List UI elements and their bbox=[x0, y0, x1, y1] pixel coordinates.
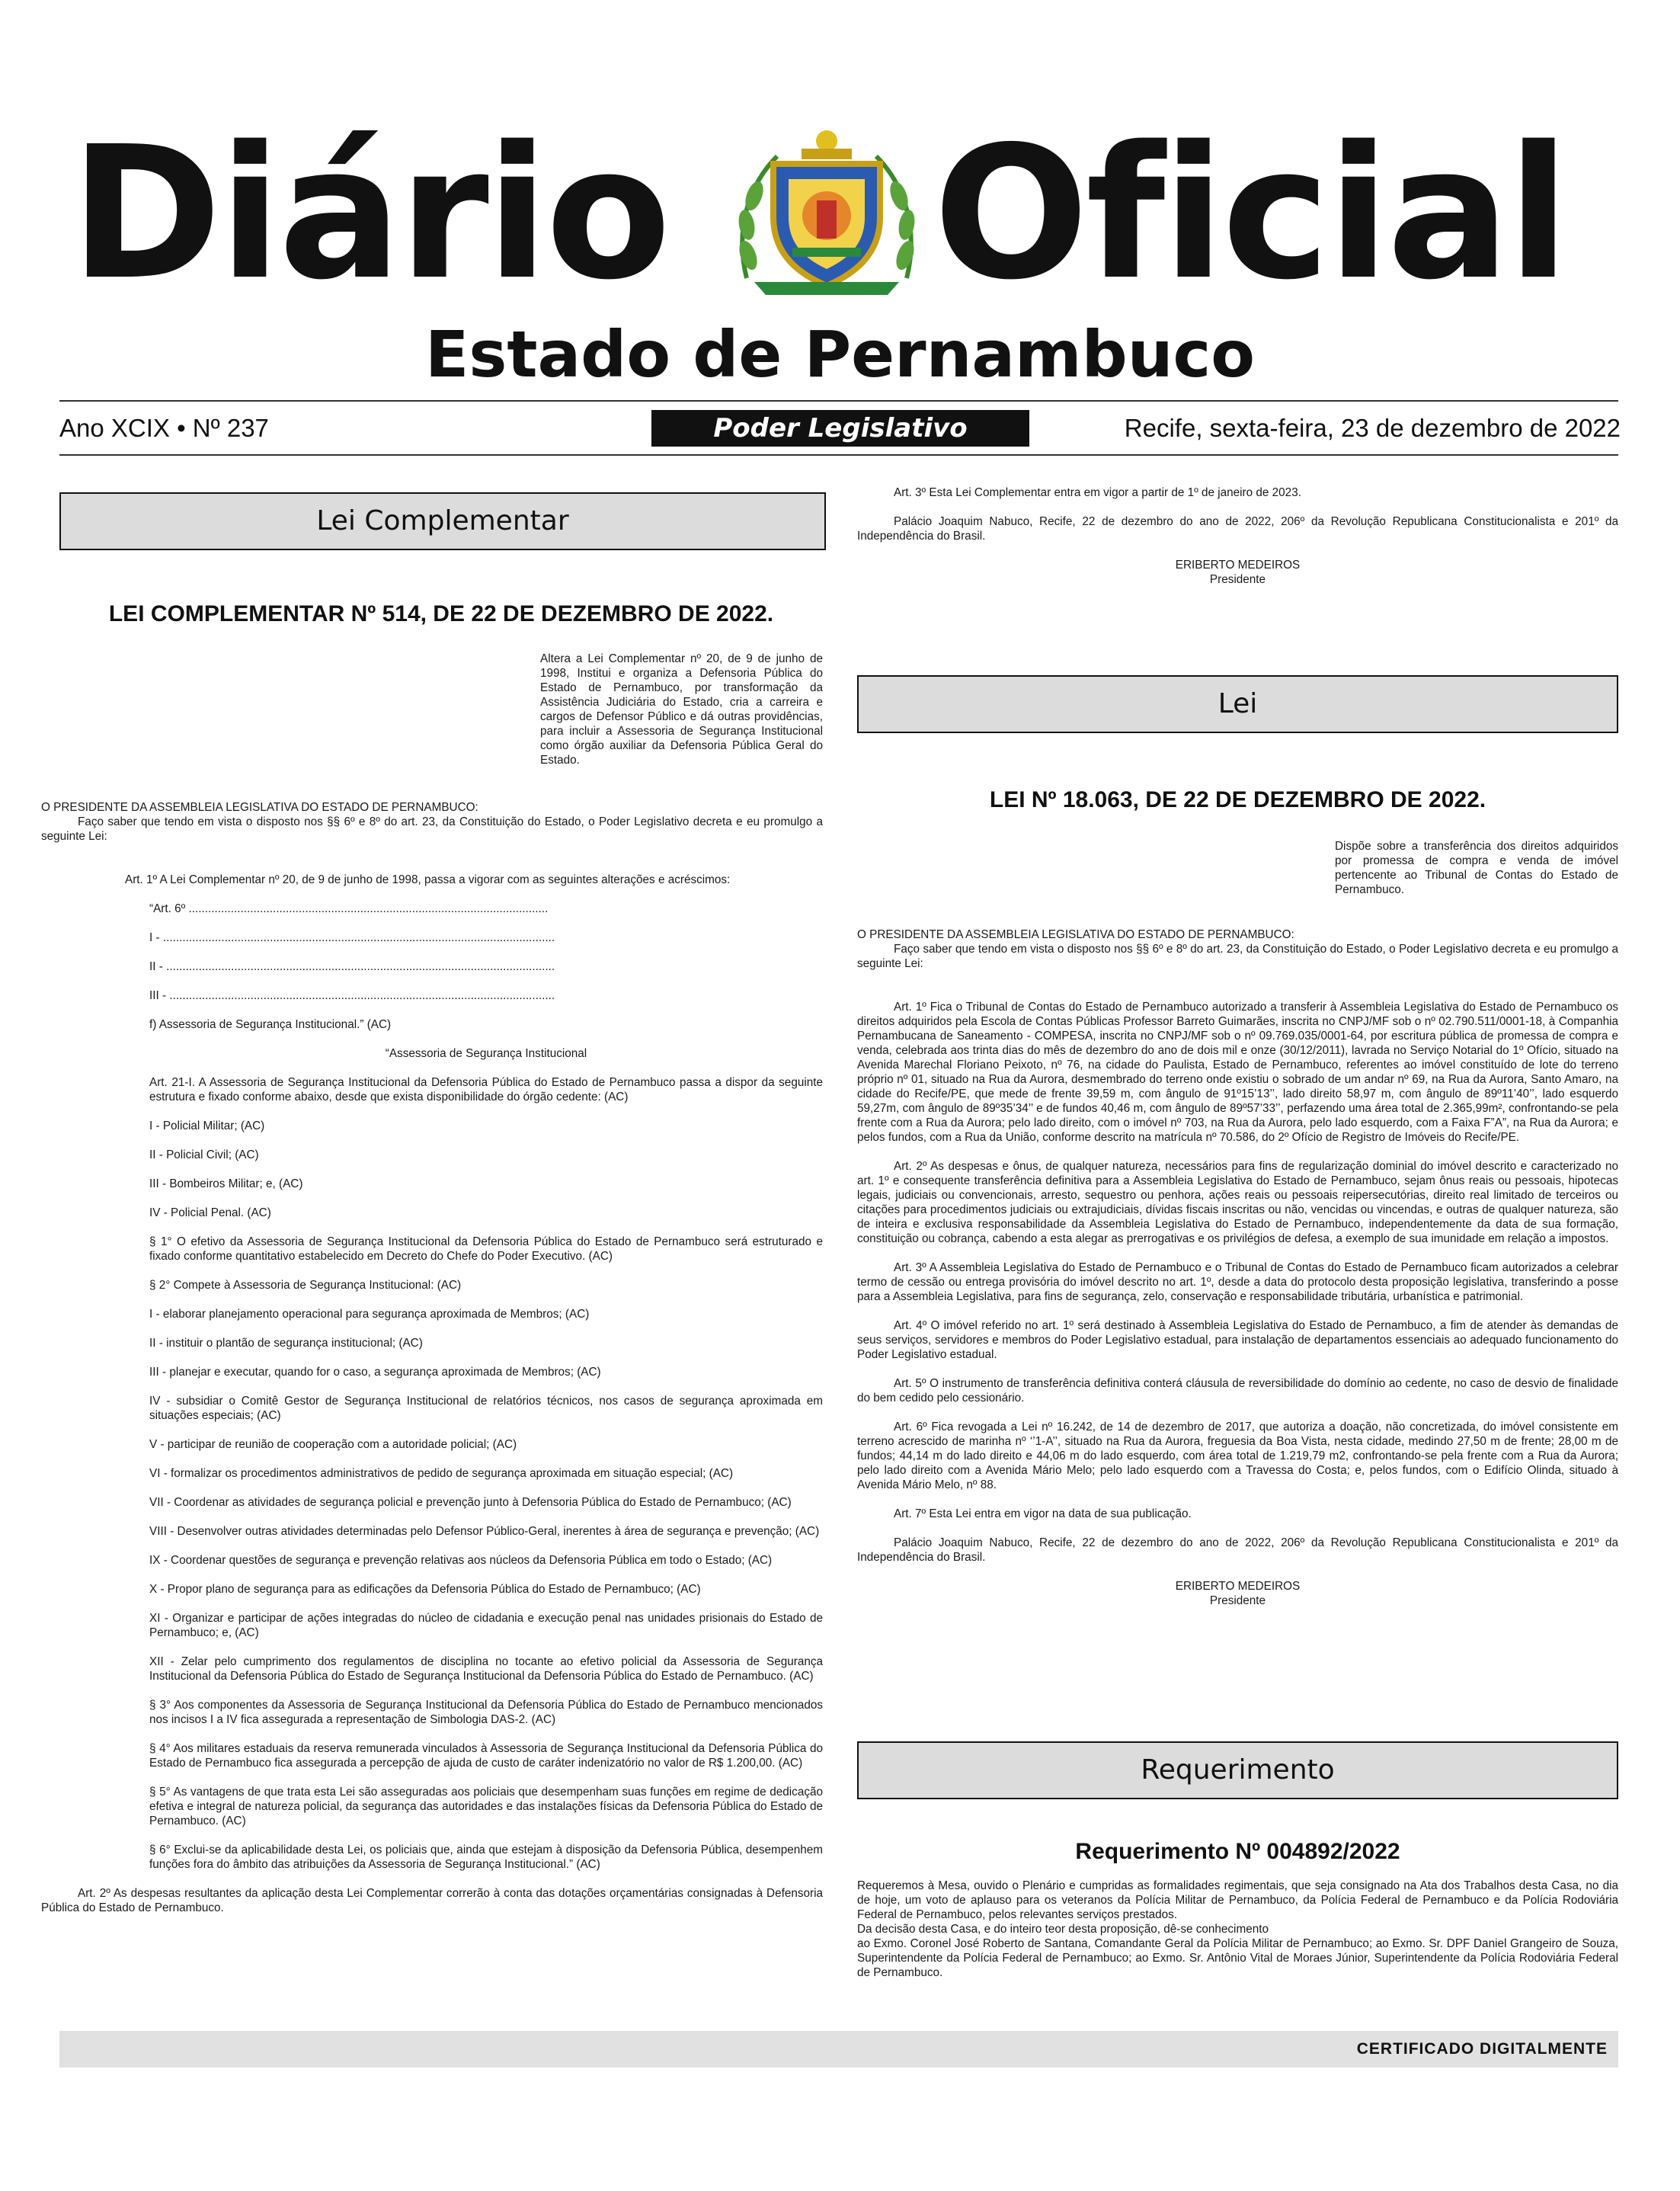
lei-article-1: Art. 1º Fica o Tribunal de Contas do Estado de Pernambuco autorizado a transferir à Assembleia Legislativa do Estado de Pernambuco os direitos adquiridos pela Escola de Contas Públicas Professor Barreto Guimarães, inscrita no CNPJ/MF sob o nº 02.790.511/0001-18, à Companhia Pernambucana de Saneamento - COMPESA, inscrita no CNPJ/MF sob o nº 09.769.035/0001-64, por escritura pública de promessa de compra e venda, celebrada aos trinta dias do mês de dezembro do ano de dois mil e onze (30/12/2011), lavrada no Serviço Notarial do 1º Ofício, situado na Avenida Marechal Floriano Peixoto, nº 76, na cidade do Paulista, Estado de Pernambuco, referentes ao imóvel constituído de lote do terreno próprio nº 01, situado na Rua da Aurora, desmembrado do terreno onde existiu o sobrado de um andar nº 69, na Rua da Aurora, Santo Amaro, na cidade do Recife/PE, que mede de frente 39,59 m, com ângulo de 91º15’13’’, lado direito 58,97 m, com ângulo de 89º11’40’’, lado esquerdo 59,27m, com ângulo de 89º35’34’’ e de fundos 40,46 m, com ângulo de 89º57’33’’, perfazendo uma área total de 2.365,99m², confrontando-se pela frente com a Rua da Aurora; pelo lado direito, com o imóvel nº 703, na Rua da Aurora, pelo lado esquerdo, com a Faixa F”A”, na Rua da Aurora; e pelos fundos, com a Rua da União, conforme descrito na matrícula nº 70.586, do 2º Ofício de Registro de Imóveis do Recife/PE. bbox=[857, 1001, 1618, 1144]
enactment-clause-2: Faço saber que tendo em vista o disposto nos §§ 6º e 8º do art. 23, da Constituição do Estado, o Poder Legislativo decreta e eu promulgo a seguinte Lei: bbox=[857, 943, 1618, 970]
palacio-line-1: Palácio Joaquim Nabuco, Recife, 22 de dezembro do ano de 2022, 206º da Revolução Republicana Constitucionalista e 201º da Independência do Brasil. bbox=[857, 515, 1618, 543]
article-3-lc: Art. 3º Esta Lei Complementar entra em vigor a partir de 1º de janeiro de 2023. bbox=[894, 486, 1301, 499]
staff-iv: IV - Policial Penal. (AC) bbox=[149, 1206, 271, 1219]
staff-iii: III - Bombeiros Militar; e, (AC) bbox=[149, 1177, 303, 1190]
competence-vii: VII - Coordenar as atividades de segurança policial e prevenção junto à Defensoria Pública do Estado de Pernambuco; (AC) bbox=[149, 1496, 792, 1509]
masthead-title-left: Diário bbox=[70, 107, 668, 320]
lc-514-closing bbox=[857, 485, 1618, 601]
lei-article-2: Art. 2º As despesas e ônus, de qualquer natureza, necessários para fins de regularização dominial do imóvel descrito e caracterizado no art. 1º e consequente transferência definitiva para a Assembleia Legislativa do Estado de Pernambuco, sejam ônus reais ou pessoais, hipotecas legais, judiciais ou convencionais, arresto, sequestro ou penhora, ações reais ou pessoais reipersecutórias, direito real limitado de terceiros ou citações para procedimentos judiciais ou extrajudiciais, dívidas fiscais inscritas ou não, vencidas ou vincendas, e outras de qualquer natureza, são de inteira e exclusiva responsabilidade da Assembleia Legislativa do Estado de Pernambuco, independentemente da data de sua formação, constituição ou cobrança, cabendo a esta alegar as prerrogativas e os privilégios de defesa, a exemplo de sua imunidade em relação a impostos. bbox=[857, 1160, 1618, 1245]
lei-article-5: Art. 5º O instrumento de transferência definitiva conterá cláusula de reversibilidade do domínio ao cedente, no caso de desvio de finalidade do bem cedido pelo cessionário. bbox=[857, 1377, 1618, 1405]
signer-name-1: ERIBERTO MEDEIROS bbox=[1175, 559, 1301, 572]
staff-i: I - Policial Militar; (AC) bbox=[149, 1120, 265, 1132]
president-heading-2: O PRESIDENTE DA ASSEMBLEIA LEGISLATIVA DO ESTADO DE PERNAMBUCO: bbox=[857, 928, 1294, 941]
article-1: Art. 1º A Lei Complementar nº 20, de 9 de junho de 1998, passa a vigorar com as seguintes alterações e acréscimos: bbox=[125, 873, 731, 886]
section-header-requerimento: Requerimento bbox=[857, 1741, 1618, 1799]
digital-certificate-label: CERTIFICADO DIGITALMENTE bbox=[1356, 2040, 1608, 2058]
law-title-lc-514: LEI COMPLEMENTAR Nº 514, DE 22 DE DEZEMBRO DE 2022. bbox=[108, 601, 774, 626]
article-2: Art. 2º As despesas resultantes da aplicação desta Lei Complementar correrão à conta das dotações orçamentárias consignadas à Defensoria Pública do Estado de Pernambuco. bbox=[41, 1887, 823, 1914]
item-ii-placeholder: II - ........................................................................................................................ bbox=[149, 960, 555, 973]
signer-role-2: Presidente bbox=[1209, 1594, 1266, 1607]
palacio-line-2: Palácio Joaquim Nabuco, Recife, 22 de dezembro do ano de 2022, 206º da Revolução Republicana Constitucionalista e 201º da Independência do Brasil. bbox=[857, 1536, 1618, 1564]
competence-viii: VIII - Desenvolver outras atividades determinadas pelo Defensor Público-Geral, inerentes à área de segurança e prevenção; (AC) bbox=[149, 1525, 820, 1538]
enactment-clause: Faço saber que tendo em vista o disposto nos §§ 6º e 8º do art. 23, da Constituição do Estado, o Poder Legislativo decreta e eu promulgo a seguinte Lei: bbox=[41, 815, 823, 843]
section-header-lei: Lei bbox=[857, 675, 1618, 733]
competence-i: I - elaborar planejamento operacional para segurança aproximada de Membros; (AC) bbox=[149, 1308, 590, 1321]
masthead-subtitle: Estado de Pernambuco bbox=[424, 317, 1256, 392]
law-summary-lc-514: Altera a Lei Complementar nº 20, de 9 de junho de 1998, Institui e organiza a Defensoria Pública do Estado de Pernambuco, por transformação da Assistência Judiciária do Estado, cria a carreira e cargos de Defensor Público e dá outras providências, para incluir a Assessoria de Segurança Institucional como órgão auxiliar da Defensoria Pública Geral do Estado. bbox=[540, 652, 823, 767]
lei-article-7: Art. 7º Esta Lei entra em vigor na data de sua publicação. bbox=[894, 1507, 1192, 1520]
edition-number: Ano XCIX • Nº 237 bbox=[59, 414, 269, 442]
article-6-quote: “Art. 6º ............................................................................................................... bbox=[149, 902, 549, 915]
competence-ix: IX - Coordenar questões de segurança e prevenção relativas aos núcleos da Defensoria Pública em todo o Estado; (AC) bbox=[149, 1554, 773, 1567]
paragraph-3: § 3° Aos componentes da Assessoria de Segurança Institucional da Defensoria Pública do Estado de Pernambuco mencionados nos incisos I a IV fica assegurada a representação de Simbologia DAS-2. (AC) bbox=[149, 1699, 823, 1726]
lei-article-3: Art. 3º A Assembleia Legislativa do Estado de Pernambuco e o Tribunal de Contas do Estado de Pernambuco ficam autorizados a celebrar termo de cessão ou entrega provisória do imóvel descrito no art. 1º, desde a data do protocolo desta proposição legislativa, transferindo a posse para a Assembleia Legislativa, para fins de segurança, zelo, conservação e responsabilidade tributária, urbanística e patrimonial. bbox=[857, 1261, 1618, 1303]
lei-article-6: Art. 6º Fica revogada a Lei nº 16.242, de 14 de dezembro de 2017, que autoriza a doação, não concretizada, do imóvel consistente em terreno acrescido de marinha nº ‘’1-A’’, situado na Rua da Aurora, freguesia da Boa Vista, nesta cidade, medindo 27,50 m de frente; 28,00 m de fundos; 44,14 m do lado direito e 44,06 m do lado esquerdo, com área total de 1.219,79 m2, confrontando-se pela frente com a Rua da Aurora; pelo lado direito com a Avenida Mário Melo; pelo lado esquerdo com a Travessa do Costa; e, pelos fundos, com o Edifício Olinda, situado à Avenida Mário Melo, nº 88. bbox=[857, 1421, 1618, 1491]
signer-name-2: ERIBERTO MEDEIROS bbox=[1175, 1580, 1301, 1593]
competence-iii: III - planejar e executar, quando for o caso, a segurança aproximada de Membros; (AC) bbox=[149, 1366, 601, 1379]
competence-iv: IV - subsidiar o Comitê Gestor de Segurança Institucional de relatórios técnicos, nos casos de segurança aproximada em situações especiais; (AC) bbox=[149, 1395, 823, 1422]
competence-v: V - participar de reunião de cooperação com a autoridade policial; (AC) bbox=[149, 1438, 517, 1451]
paragraph-6: § 6° Exclui-se da aplicabilidade desta Lei, os policiais que, ainda que estejam à disposição da Defensoria Pública, desempenhem funções fora do âmbito das atribuições da Assessoria de Segurança Institucional.” (AC) bbox=[149, 1843, 823, 1871]
masthead-bottom-rule bbox=[59, 454, 1618, 456]
pernambuco-coat-of-arms-icon bbox=[731, 126, 922, 297]
section-header-lei-complementar: Lei Complementar bbox=[59, 492, 826, 550]
signer-role-1: Presidente bbox=[1209, 573, 1266, 586]
president-heading: O PRESIDENTE DA ASSEMBLEIA LEGISLATIVA DO ESTADO DE PERNAMBUCO: bbox=[41, 801, 478, 814]
requerimento-title: Requerimento Nº 004892/2022 bbox=[1075, 1839, 1400, 1864]
competence-xi: XI - Organizar e participar de ações integradas do núcleo de cidadania e execução penal nas unidades prisionais do Estado de Pernambuco; e, (AC) bbox=[149, 1612, 823, 1639]
paragraph-1: § 1° O efetivo da Assessoria de Segurança Institucional da Defensoria Pública do Estado de Pernambuco será estruturado e fixado conforme quantitativo estabelecido em Decreto do Chefe do Poder Executivo. (AC) bbox=[149, 1235, 823, 1263]
requerimento-body bbox=[857, 1879, 1618, 1980]
item-iii-placeholder: III - ....................................................................................................................... bbox=[149, 989, 555, 1002]
competence-x: X - Propor plano de segurança para as edificações da Defensoria Pública do Estado de Pernambuco; (AC) bbox=[149, 1583, 701, 1596]
masthead-title-right: Oficial bbox=[933, 107, 1567, 320]
item-i-placeholder: I - ......................................................................................................................... bbox=[149, 931, 555, 944]
paragraph-2: § 2° Compete à Assessoria de Segurança Institucional: (AC) bbox=[149, 1279, 462, 1292]
lei-18063-body bbox=[857, 927, 1618, 1622]
lei-article-4: Art. 4º O imóvel referido no art. 1º será destinado à Assembleia Legislativa do Estado de Pernambuco, a fim de atender às demandas de seus serviços, servidores e membros do Poder Legislativo estadual, para instalação de departamentos essenciais ao adequado funcionamento do Poder Legislativo estadual. bbox=[857, 1319, 1618, 1361]
lc-514-body bbox=[41, 800, 823, 1930]
requerimento-paragraph-3: ao Exmo. Coronel José Roberto de Santana, Comandante Geral da Polícia Militar de Pernambuco; ao Exmo. Sr. DPF Daniel Grangeiro de Souza, Superintendente da Polícia Federal de Pernambuco; ao Exmo. Sr. Antônio Vital de Moraes Júnior, Superintendente da Polícia Rodoviária Federal de Pernambuco. bbox=[857, 1937, 1618, 1979]
competence-xii: XII - Zelar pelo cumprimento dos regulamentos de disciplina no tocante ao efetivo policial da Assessoria de Segurança Institucional da Defensoria Pública do Estado de Segurança Institucional da Defensoria Pública do Estado de Pernambuco. (AC) bbox=[149, 1655, 823, 1683]
publication-date: Recife, sexta-feira, 23 de dezembro de 2022 bbox=[1124, 414, 1621, 442]
subheading-assessoria: “Assessoria de Segurança Institucional bbox=[385, 1047, 587, 1060]
masthead-top-rule bbox=[59, 400, 1618, 402]
law-title-18063: LEI Nº 18.063, DE 22 DE DEZEMBRO DE 2022. bbox=[989, 787, 1486, 812]
competence-ii: II - instituir o plantão de segurança institucional; (AC) bbox=[149, 1337, 423, 1350]
requerimento-paragraph-2: Da decisão desta Casa, e do inteiro teor desta proposição, dê-se conhecimento bbox=[857, 1923, 1269, 1936]
paragraph-5: § 5° As vantagens de que trata esta Lei são asseguradas aos policiais que desempenham suas funções em regime de dedicação efetiva e integral de natureza policial, da segurança das autoridades e das instalações físicas da Defensoria Pública do Estado de Pernambuco. (AC) bbox=[149, 1786, 823, 1827]
branch-label: Poder Legislativo bbox=[651, 410, 1029, 447]
item-f: f) Assessoria de Segurança Institucional.” (AC) bbox=[149, 1018, 392, 1031]
law-summary-18063: Dispõe sobre a transferência dos direitos adquiridos por promessa de compra e venda de imóvel pertencente ao Tribunal de Contas do Estado de Pernambuco. bbox=[1335, 840, 1618, 896]
staff-ii: II - Policial Civil; (AC) bbox=[149, 1148, 259, 1161]
competence-vi: VI - formalizar os procedimentos administrativos de pedido de segurança aproximada em situação especial; (AC) bbox=[149, 1467, 734, 1480]
requerimento-paragraph-1: Requeremos à Mesa, ouvido o Plenário e cumpridas as formalidades regimentais, que seja consignado na Ata dos Trabalhos desta Casa, no dia de hoje, um voto de aplauso para os veteranos da Polícia Militar de Pernambuco, da Polícia Federal de Pernambuco e da Polícia Rodoviária Federal de Pernambuco, pelos relevantes serviços prestados. bbox=[857, 1879, 1618, 1921]
paragraph-4: § 4° Aos militares estaduais da reserva remunerada vinculados à Assessoria de Segurança Institucional da Defensoria Pública do Estado de Pernambuco fica assegurada a percepção de ajuda de custo de caráter indenizatório no valor de R$ 1.200,00. (AC) bbox=[149, 1742, 823, 1770]
article-21-i: Art. 21-I. A Assessoria de Segurança Institucional da Defensoria Pública do Estado de Pernambuco passa a dispor da seguinte estrutura e fixado conforme abaixo, desde que exista disponibilidade do órgão cedente: (AC) bbox=[149, 1076, 823, 1104]
